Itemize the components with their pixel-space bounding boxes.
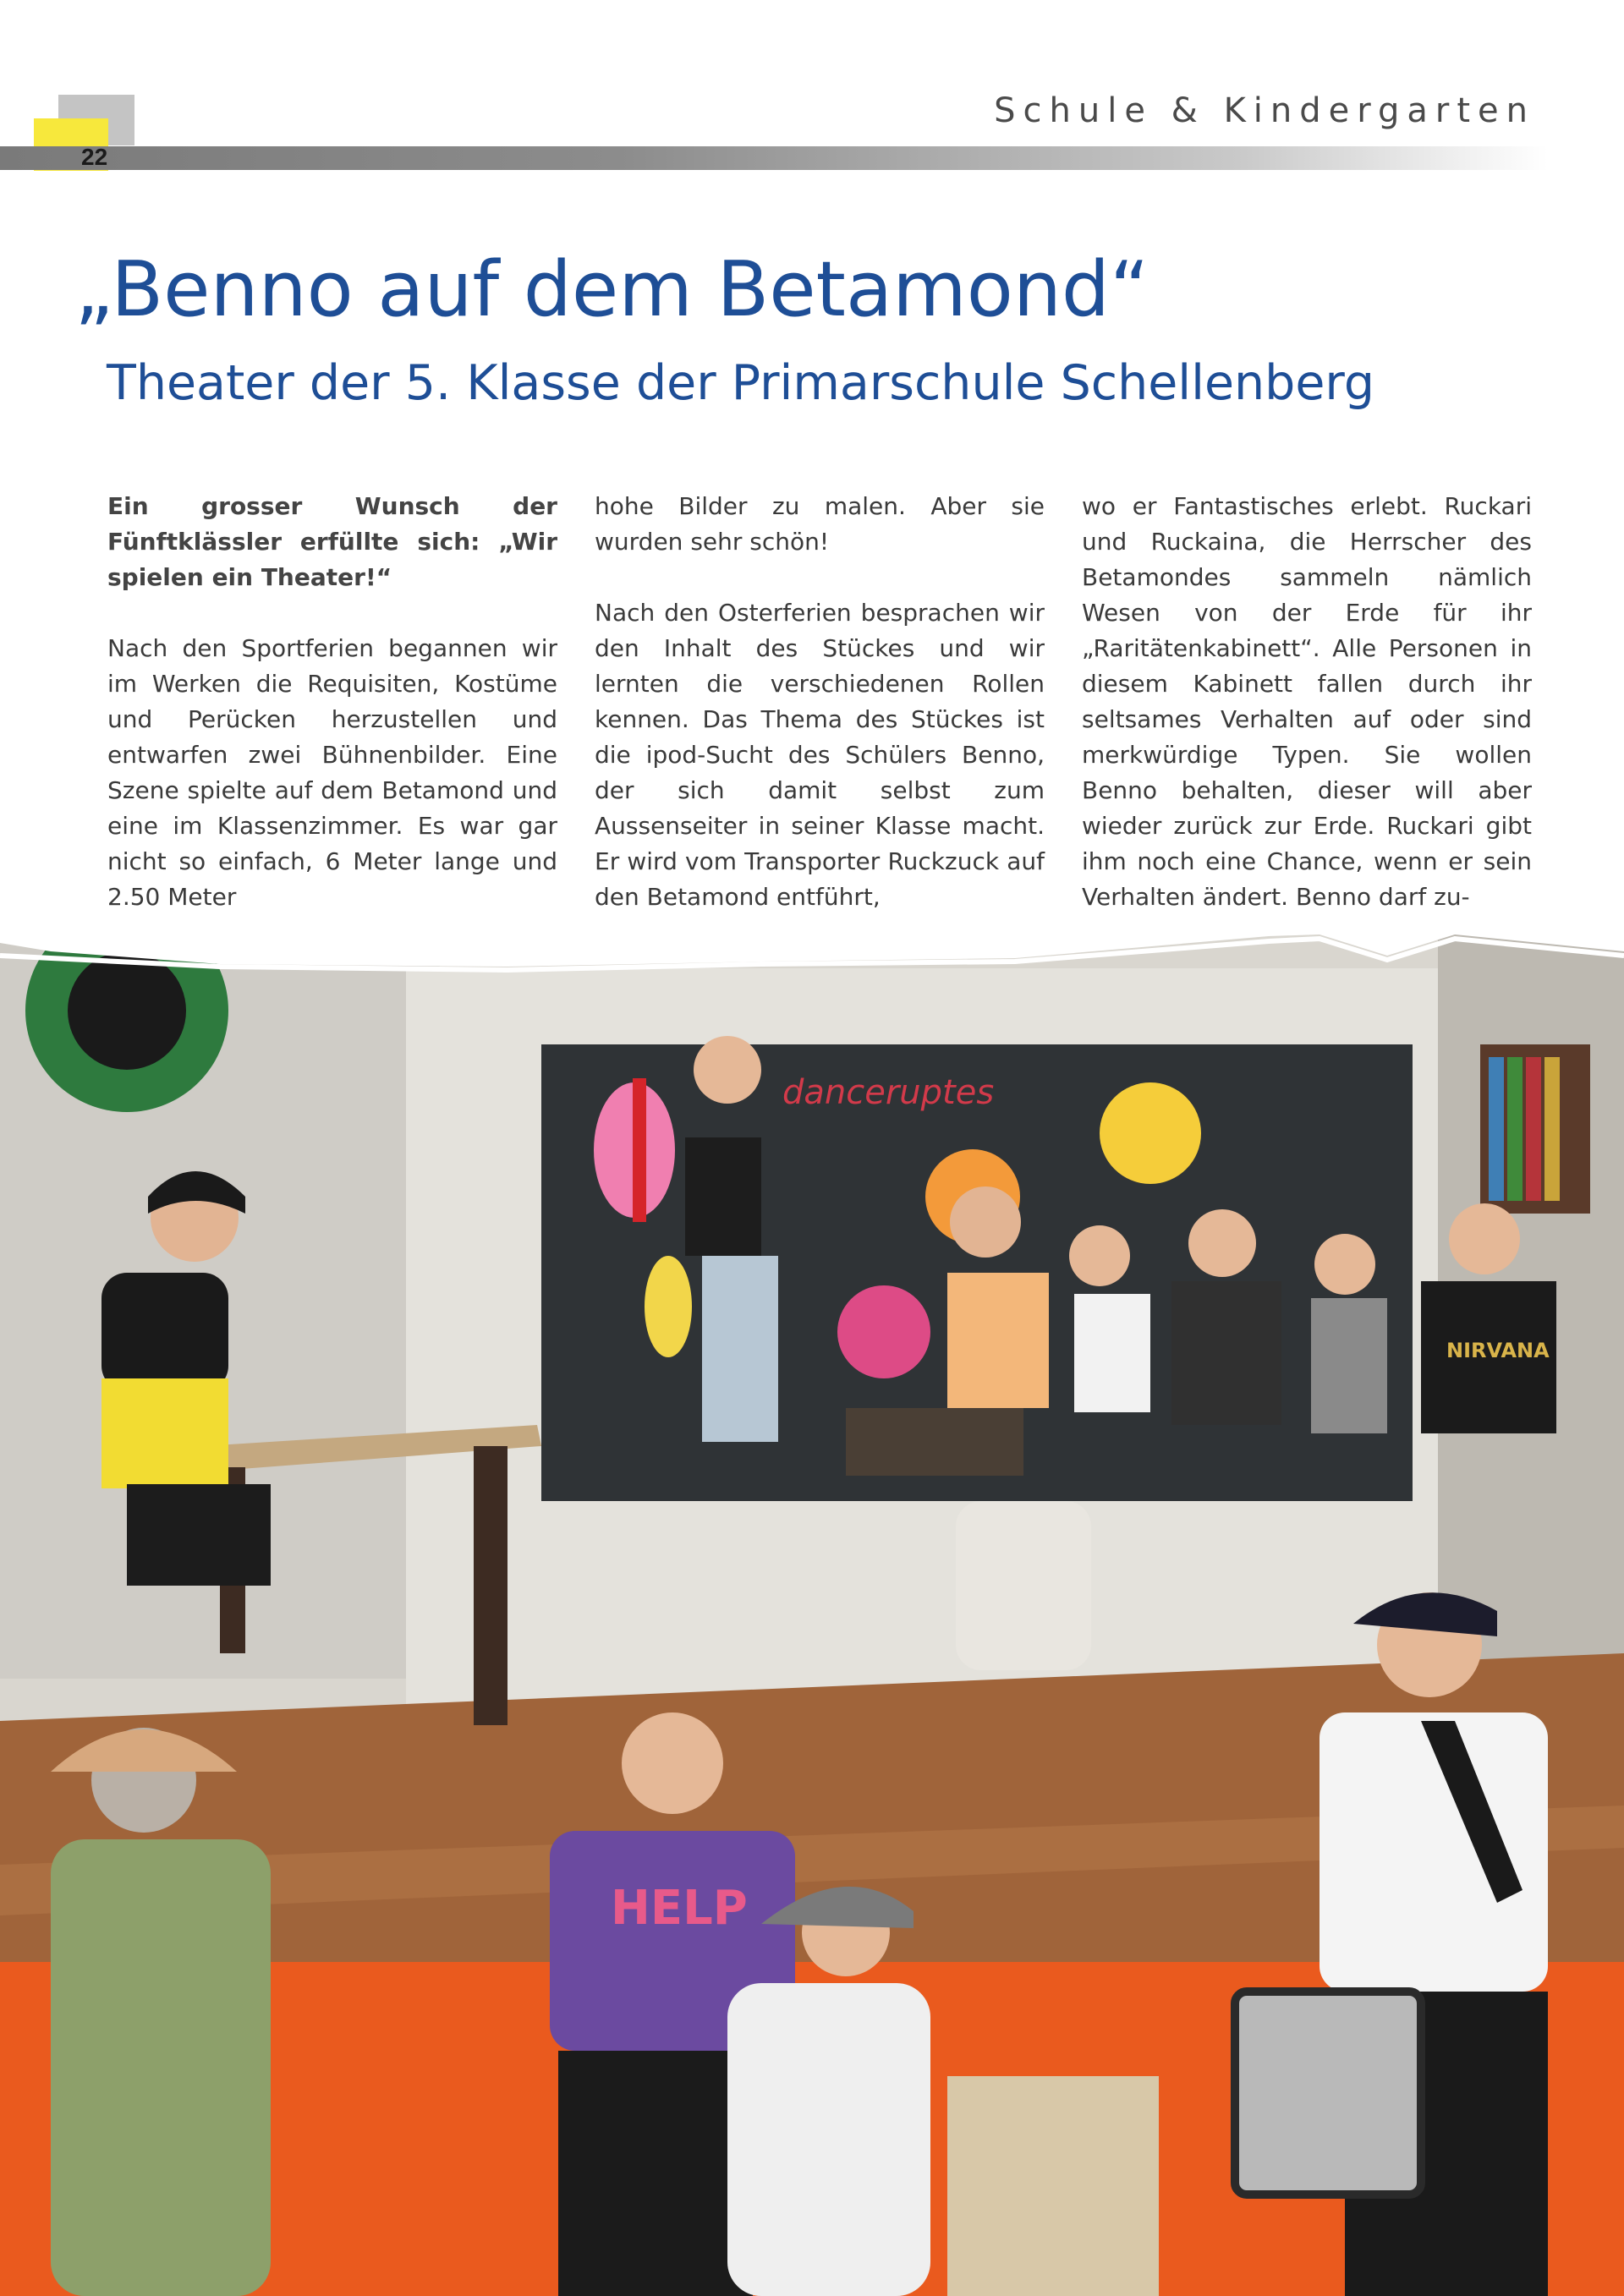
article-subtitle: Theater der 5. Klasse der Primarschule Schellenberg — [107, 355, 1375, 411]
text-column-1 — [107, 489, 557, 915]
paragraph: wo er Fantastisches erlebt. Ruckari und Ruckaina, die Herrscher des Betamondes sammeln nämlich Wesen von der Erde für ihr „Raritätenkabinett“. Alle Personen in diesem Kabinett fallen durch ihr seltsames Verhalten auf oder sind merkwürdige Typen. Sie wollen Benno behalten, dieser will aber wieder zurück zur Erde. Ruckari gibt ihm noch eine Chance, wenn er sein Verhalten ändert. Benno darf zu- — [1082, 492, 1532, 911]
article-title: „Benno auf dem Betamond“ — [74, 245, 1149, 334]
header-rule — [0, 146, 1548, 170]
paragraph: hohe Bilder zu malen. Aber sie wurden sehr schön! — [595, 492, 1045, 556]
band-shirt-text: NIRVANA — [1446, 1339, 1550, 1362]
text-column-2 — [595, 489, 1045, 915]
page-number: 22 — [81, 144, 108, 170]
section-title: Schule & Kindergarten — [994, 91, 1535, 130]
shirt-text: HELP — [611, 1881, 748, 1936]
theatre-photo — [0, 918, 1624, 2296]
article-lead: Ein grosser Wunsch der Fünftklässler erfüllte sich: „Wir spielen ein Theater!“ — [107, 492, 557, 591]
text-column-3 — [1082, 489, 1532, 915]
paragraph: Nach den Sportferien begannen wir im Werken die Requisiten, Kostüme und Perücken herzustellen und entwarfen zwei Bühnenbilder. Eine Szene spielte auf dem Betamond und eine im Klassenzimmer. Es war gar nicht so einfach, 6 Meter lange und 2.50 Meter — [107, 634, 557, 911]
paragraph: Nach den Osterferien besprachen wir den Inhalt des Stückes und wir lernten die verschiedenen Rollen kennen. Das Thema des Stückes ist die ipod-Sucht des Schülers Benno, der sich damit selbst zum Aussenseiter in seiner Klasse macht. Er wird vom Transporter Ruckzuck auf den Betamond entführt, — [595, 599, 1045, 911]
backdrop-text: danceruptes — [782, 1073, 995, 1112]
